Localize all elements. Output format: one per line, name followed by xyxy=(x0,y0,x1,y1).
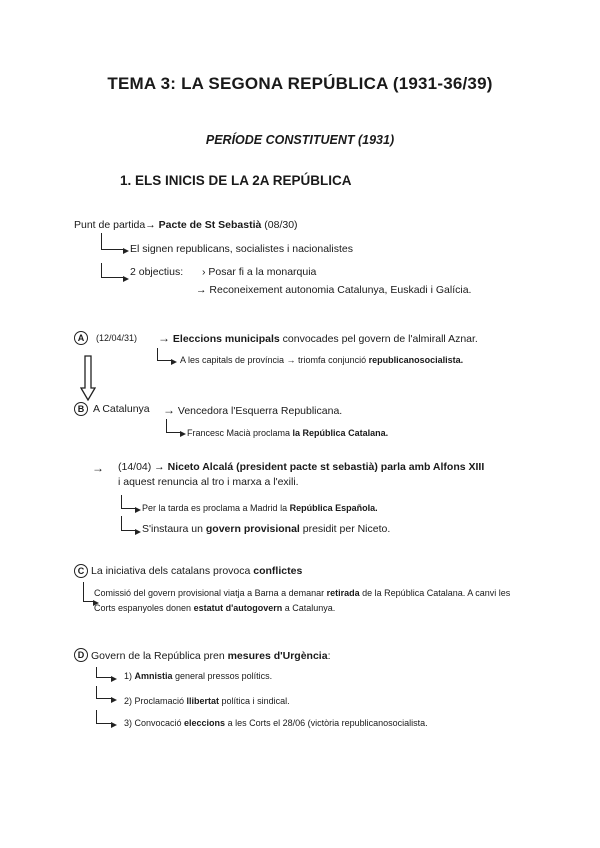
objectiu-1: › Posar fi a la monarquia xyxy=(202,266,317,278)
period-subtitle: PERÍODE CONSTITUENT (1931) xyxy=(205,133,395,147)
sub1-text: Per la tarda es proclama a Madrid la xyxy=(142,503,290,513)
d-text: Govern de la República pren xyxy=(91,650,228,662)
sub2-post: presidit per Niceto. xyxy=(299,523,391,535)
b-line1 xyxy=(163,403,342,417)
marker-c-icon: C xyxy=(74,564,88,578)
c-sub-bold2: estatut d'autogovern xyxy=(193,603,283,613)
c-sub-bold1: retirada xyxy=(326,588,360,598)
elbow-arrow-icon xyxy=(101,233,123,250)
pacte-signants: El signen republicans, socialistes i nacionalistes xyxy=(130,243,353,255)
mesura-3 xyxy=(124,718,428,728)
a-date: (12/04/31) xyxy=(96,333,138,343)
elbow-arrow-icon xyxy=(121,516,135,531)
pacte-name: Pacte de St Sebastià xyxy=(158,219,262,231)
elbow-arrow-icon xyxy=(83,582,93,602)
date1404-rest: i aquest renuncia al tro i marxa a l'exili. xyxy=(118,476,299,488)
marker-b-icon: B xyxy=(74,402,88,416)
b-line1-text: Vencedora l'Esquerra Republicana. xyxy=(177,405,343,417)
b-line2-text: Francesc Macià proclama xyxy=(187,428,293,438)
date1404-sub2 xyxy=(142,523,390,535)
elbow-arrow-icon xyxy=(121,495,135,509)
c-sub-mid: de la República Catalana. A canvi les Corts espanyoles donen xyxy=(94,588,511,613)
date1404-pre: (14/04) → xyxy=(118,461,168,473)
m1-post: general pressos polítics. xyxy=(172,671,273,681)
c-sub-text: Comissió del govern provisional viatja a Barna a demanar xyxy=(94,588,327,598)
c-bold: conflictes xyxy=(253,565,303,577)
b-line2-bold: la República Catalana. xyxy=(292,428,389,438)
a-bold: Eleccions municipals xyxy=(172,333,280,345)
marker-a-icon: A xyxy=(74,331,88,345)
c-line xyxy=(91,565,302,577)
a-sub-bold: republicanosocialista. xyxy=(368,355,464,365)
m2-post: política i sindical. xyxy=(219,696,290,706)
m3-post: a les Corts el 28/06 (victòria republicanosocialista. xyxy=(225,718,428,728)
pacte-intro: Punt de partida xyxy=(74,219,146,231)
a-rest: convocades pel govern de l'almirall Aznar. xyxy=(279,333,478,345)
section-heading-1: 1. ELS INICIS DE LA 2A REPÚBLICA xyxy=(120,173,352,188)
date1404-bold: Niceto Alcalá (president pacte st sebastià) parla amb Alfons XIII xyxy=(167,461,485,473)
right-arrow-icon: → xyxy=(92,461,104,475)
m1-bold: Amnistia xyxy=(134,671,173,681)
pacte-line xyxy=(74,219,298,231)
mesura-1 xyxy=(124,671,272,681)
elbow-arrow-icon xyxy=(166,419,180,433)
m3-bold: eleccions xyxy=(184,718,226,728)
elbow-arrow-icon xyxy=(157,348,171,361)
mesura-2 xyxy=(124,696,290,706)
m1-pre: 1) xyxy=(124,671,135,681)
d-line xyxy=(91,650,330,662)
elbow-arrow-icon xyxy=(96,710,111,724)
c-sub-post: a Catalunya. xyxy=(282,603,336,613)
elbow-arrow-icon xyxy=(101,263,123,278)
m2-bold: llibertat xyxy=(186,696,220,706)
sub1-bold: República Española. xyxy=(289,503,378,513)
date1404-text xyxy=(118,460,488,490)
c-sub xyxy=(94,586,514,616)
a-line xyxy=(158,331,478,345)
page-title: TEMA 3: LA SEGONA REPÚBLICA (1931-36/39) xyxy=(107,74,493,93)
a-sub-text: A les capitals de província → triomfa conjunció xyxy=(180,355,369,365)
m3-pre: 3) Convocació xyxy=(124,718,185,728)
elbow-arrow-icon xyxy=(96,667,111,678)
right-arrow-icon: → xyxy=(163,403,175,417)
double-down-arrow-icon xyxy=(80,355,96,401)
objectius-label: 2 objectius: xyxy=(130,266,184,278)
d-colon: : xyxy=(327,650,331,662)
sub2-text: S'instaura un xyxy=(142,523,206,535)
date1404-sub1 xyxy=(142,503,378,513)
elbow-arrow-icon xyxy=(96,686,111,699)
d-bold: mesures d'Urgència xyxy=(227,650,328,662)
pacte-date: (08/30) xyxy=(264,219,298,231)
right-arrow-icon: → xyxy=(158,331,170,345)
m2-pre: 2) Proclamació xyxy=(124,696,187,706)
sub2-bold: govern provisional xyxy=(205,523,300,535)
c-text: La iniciativa dels catalans provoca xyxy=(91,565,254,577)
right-arrow-icon: → xyxy=(145,219,156,231)
marker-d-icon: D xyxy=(74,648,88,662)
b-label: A Catalunya xyxy=(93,403,150,415)
a-sub xyxy=(180,355,463,365)
objectiu-2: → Reconeixement autonomia Catalunya, Euskadi i Galícia. xyxy=(196,284,472,296)
b-line2 xyxy=(187,428,388,438)
